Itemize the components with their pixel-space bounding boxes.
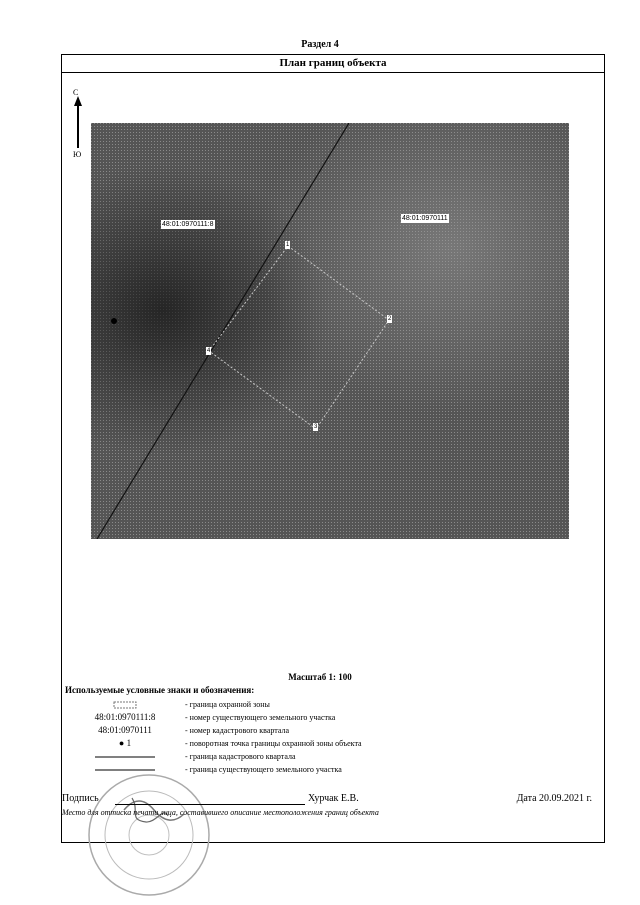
signature-line	[115, 804, 305, 805]
legend-desc: - номер кадастрового квартала	[185, 726, 290, 735]
compass-south-label: Ю	[73, 150, 82, 159]
legend-desc: - граница охранной зоны	[185, 700, 270, 709]
scale-label: Масштаб 1: 100	[288, 672, 352, 682]
compass	[72, 88, 86, 158]
turning-point-label: 1	[286, 242, 290, 248]
turning-point-label: 3	[314, 424, 318, 430]
signature-row	[62, 793, 602, 807]
legend-row	[65, 737, 515, 750]
stamp-note: Место для оттиска печати лица, составившего описание местоположения границ объекта	[62, 808, 379, 817]
stamp-seal	[84, 770, 214, 900]
legend-symbol: ● 1	[118, 738, 132, 748]
legend-symbol	[65, 750, 185, 763]
quarter-boundary-line-icon	[95, 754, 155, 760]
legend-symbol: 48:01:0970111:8	[94, 712, 156, 722]
legend-row	[65, 750, 515, 763]
zone-boundary-swatch-icon	[113, 701, 137, 709]
north-arrow-icon	[72, 96, 86, 152]
parcel-number-label: 48:01:0970111:8	[162, 221, 214, 228]
turning-point-label: 2	[388, 316, 392, 322]
legend-row	[65, 724, 515, 737]
legend-desc: - граница кадастрового квартала	[185, 752, 296, 761]
section-title: Раздел 4	[301, 39, 339, 50]
map-image	[91, 123, 569, 539]
legend-desc: - граница существующего земельного участка	[185, 765, 342, 774]
legend	[65, 698, 515, 776]
legend-desc: - номер существующего земельного участка	[185, 713, 336, 722]
compass-north-label: С	[73, 88, 79, 97]
signature-label: Подпись	[62, 793, 99, 804]
turning-point-label: 4	[207, 348, 211, 354]
signature-date: Дата 20.09.2021 г.	[516, 793, 592, 804]
quarter-number-label: 48:01:0970111	[402, 215, 448, 222]
signer-name: Хурчак Е.В.	[308, 793, 359, 804]
legend-desc: - поворотная точка границы охранной зоны объекта	[185, 739, 362, 748]
satellite-map	[91, 123, 569, 539]
legend-symbol: 48:01:0970111	[98, 725, 152, 735]
plan-title: План границ объекта	[61, 54, 605, 73]
legend-row	[65, 711, 515, 724]
legend-row	[65, 698, 515, 711]
point-marker	[111, 318, 117, 324]
legend-symbol	[65, 698, 185, 711]
legend-title: Используемые условные знаки и обозначения:	[65, 685, 255, 695]
